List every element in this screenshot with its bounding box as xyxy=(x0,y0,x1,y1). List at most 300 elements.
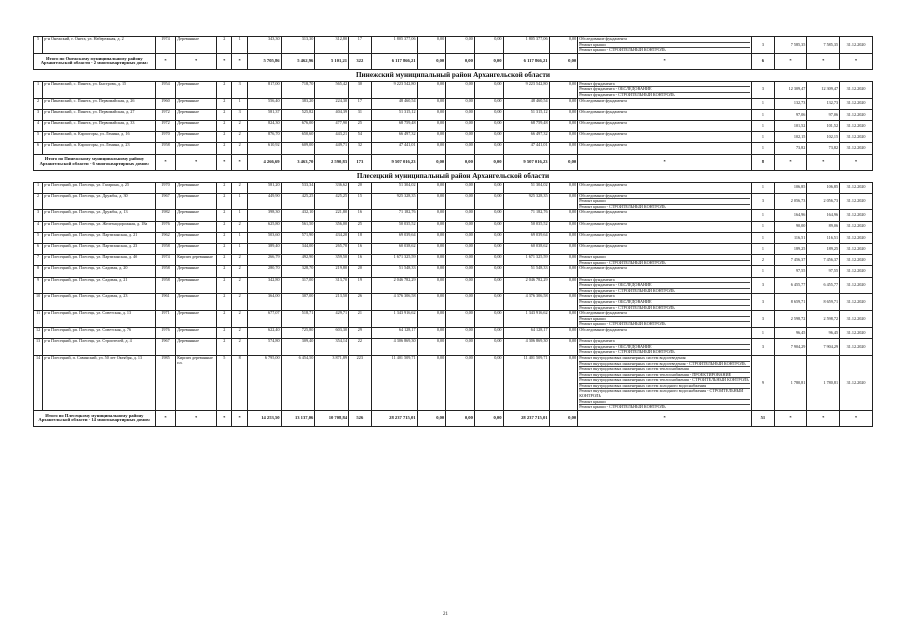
row-number: 6 xyxy=(34,143,43,154)
total-owners: 9 507 016,23 xyxy=(503,154,549,170)
unit-cost: 90,00 xyxy=(774,221,807,232)
wall-material: Деревянные xyxy=(176,193,217,210)
works-list xyxy=(578,210,752,221)
completion-date: 31.12.2020 xyxy=(840,266,873,277)
wall-material: Деревянные xyxy=(176,98,217,109)
row-number: 5 xyxy=(34,232,43,243)
total-area: 280,70 xyxy=(247,266,281,277)
house-row xyxy=(34,244,873,255)
floors: 2 xyxy=(217,339,232,356)
fund-other: 0,00 xyxy=(549,277,578,294)
works-count: 1 xyxy=(752,327,775,338)
completion-date: 31.12.2020 xyxy=(840,244,873,255)
unit-cost: 164,96 xyxy=(774,210,807,221)
repair-cost: 51 304,02 xyxy=(371,182,417,193)
wall-material: Деревянные xyxy=(176,132,217,143)
fund-other: 0,00 xyxy=(549,232,578,243)
work-item: Ремонт фундамента - ОБСЛЕДОВАНИЕ xyxy=(579,300,750,306)
works-list xyxy=(578,311,752,328)
star-mark: * xyxy=(155,53,175,69)
completion-date: 31.12.2020 xyxy=(840,120,873,131)
fund-regional: 0,00 xyxy=(446,81,475,98)
residents: 31 xyxy=(349,109,372,120)
total-area: 2 590,83 xyxy=(315,154,349,170)
living-area: 432,10 xyxy=(281,210,315,221)
total-fund: 0,00 xyxy=(417,53,446,69)
works-list xyxy=(578,109,752,120)
works-list xyxy=(578,143,752,154)
repair-cost: 1 805 377,06 xyxy=(371,37,417,54)
unit-cost: 97,55 xyxy=(774,266,807,277)
unit-cost: 189,25 xyxy=(774,244,807,255)
floors: 5 xyxy=(217,355,232,410)
fund-owners: 4 306 869,30 xyxy=(503,339,549,356)
fund-owners: 2 046 782,29 xyxy=(503,277,549,294)
fund-other: 0,00 xyxy=(549,339,578,356)
fund-regional: 0,00 xyxy=(446,294,475,311)
wall-material: Деревянные xyxy=(176,109,217,120)
fund-federal: 0,00 xyxy=(417,221,446,232)
owned-area: 434,20 xyxy=(315,232,349,243)
total-works-count: 8 xyxy=(752,154,775,170)
works-list xyxy=(578,339,752,356)
living-area: 650,60 xyxy=(281,132,315,143)
fund-federal: 0,00 xyxy=(417,182,446,193)
fund-local: 0,00 xyxy=(474,98,503,109)
living-area: 313,30 xyxy=(281,37,315,54)
owned-area: 312,80 xyxy=(315,37,349,54)
works-list xyxy=(578,255,752,266)
house-address: р-н Пинежский, п. Карпогоры, ул. Ленина, д. 16 xyxy=(43,132,156,143)
work-item: Обследование фундамента xyxy=(579,232,627,237)
completion-date: 31.12.2020 xyxy=(840,193,873,210)
living-area: 344,00 xyxy=(281,244,315,255)
star-mark: * xyxy=(176,53,217,69)
entrances: 2 xyxy=(232,120,247,131)
work-item: Ремонт крыши xyxy=(579,255,750,261)
total-area: 622,40 xyxy=(247,327,281,338)
fund-local: 0,00 xyxy=(474,355,503,410)
living-area: 676,00 xyxy=(281,120,315,131)
fund-federal: 0,00 xyxy=(417,277,446,294)
works-count: 1 xyxy=(752,120,775,131)
fund-other: 0,00 xyxy=(549,182,578,193)
work-item: Обследование фундамента xyxy=(579,265,627,271)
wall-material: Деревянные xyxy=(176,221,217,232)
build-year: 1970 xyxy=(155,132,175,143)
house-row xyxy=(34,327,873,338)
owned-area: 354,14 xyxy=(315,339,349,356)
row-number: 5 xyxy=(34,37,43,54)
residents: 29 xyxy=(349,327,372,338)
house-row xyxy=(34,339,873,356)
completion-date: 31.12.2020 xyxy=(840,37,873,54)
total-area: 503,60 xyxy=(247,232,281,243)
repair-cost: 51 548,33 xyxy=(371,266,417,277)
fund-federal: 0,00 xyxy=(417,355,446,410)
fund-other: 0,00 xyxy=(549,221,578,232)
work-item: Обследование фундамента xyxy=(579,120,627,125)
house-address: р-н Плесецкий, рп. Плесецк, ул. Дружбы, д. 13 xyxy=(43,210,156,221)
fund-federal: 0,00 xyxy=(417,98,446,109)
completion-date: 31.12.2020 xyxy=(840,132,873,143)
house-row xyxy=(34,98,873,109)
work-item: Ремонт крыши xyxy=(579,43,750,49)
entrances: 8 xyxy=(232,355,247,410)
total-residents: 173 xyxy=(349,154,372,170)
house-address: р-н Плесецкий, рп. Плесецк, ул. Советская, д. 76 xyxy=(43,327,156,338)
fund-owners: 64 128,17 xyxy=(503,327,549,338)
fund-federal: 0,00 xyxy=(417,339,446,356)
star-mark: * xyxy=(578,154,752,170)
work-item: Обследование фундамента xyxy=(579,109,627,114)
repair-cost: 51 315,12 xyxy=(371,109,417,120)
living-area: 492,90 xyxy=(281,255,315,266)
work-item: Ремонт крыши - СТРОИТЕЛЬНЫЙ КОНТРОЛЬ xyxy=(579,321,666,327)
build-year: 1982 xyxy=(155,210,175,221)
work-item: Ремонт фундамента xyxy=(579,339,750,345)
fund-owners: 48 460,54 xyxy=(503,98,549,109)
residents: 26 xyxy=(349,294,372,311)
works-list xyxy=(578,327,752,338)
residents: 22 xyxy=(349,339,372,356)
row-number: 2 xyxy=(34,193,43,210)
document-page xyxy=(33,36,873,583)
work-item: Ремонт фундамента xyxy=(579,82,750,88)
fund-local: 0,00 xyxy=(474,182,503,193)
total-works-count: 51 xyxy=(752,410,775,426)
completion-date: 31.12.2020 xyxy=(840,182,873,193)
living-area: 307,00 xyxy=(281,294,315,311)
row-number: 3 xyxy=(34,109,43,120)
living-area: 718,70 xyxy=(281,81,315,98)
total-area: 581,37 xyxy=(247,109,281,120)
build-year: 1958 xyxy=(155,266,175,277)
work-item: Ремонт фундамента - ОБСЛЕДОВАНИЕ xyxy=(579,87,750,93)
max-unit-cost: 132,73 xyxy=(807,98,840,109)
floors: 2 xyxy=(217,81,232,98)
completion-date: 31.12.2020 xyxy=(840,255,873,266)
star-mark: * xyxy=(232,53,247,69)
unit-cost: 96,45 xyxy=(774,327,807,338)
total-fund: 0,00 xyxy=(417,410,446,426)
work-item: Ремонт крыши - СТРОИТЕЛЬНЫЙ КОНТРОЛЬ xyxy=(579,47,666,53)
house-address: р-н Плесецкий, рп. Плесецк, ул. Партизанская, д. 21 xyxy=(43,232,156,243)
total-area: 876,70 xyxy=(247,132,281,143)
owned-area: 603,30 xyxy=(315,327,349,338)
total-area: 581,20 xyxy=(247,182,281,193)
fund-federal: 0,00 xyxy=(417,81,446,98)
fund-regional: 0,00 xyxy=(446,327,475,338)
wall-material: Деревянные xyxy=(176,232,217,243)
fund-local: 0,00 xyxy=(474,132,503,143)
works-list xyxy=(578,81,752,98)
fund-other: 0,00 xyxy=(549,266,578,277)
works-list xyxy=(578,232,752,243)
fund-owners: 1 343 916,62 xyxy=(503,311,549,328)
living-area: 725,80 xyxy=(281,327,315,338)
unit-cost: 8 659,71 xyxy=(774,294,807,311)
fund-other: 0,00 xyxy=(549,37,578,54)
floors: 2 xyxy=(217,327,232,338)
house-address: р-н Плесецкий, рп. Плесецк, ул. Партизанская, д. 4б xyxy=(43,255,156,266)
floors: 2 xyxy=(217,120,232,131)
residents: 25 xyxy=(349,221,372,232)
house-row xyxy=(34,255,873,266)
max-unit-cost: 116,51 xyxy=(807,232,840,243)
floors: 2 xyxy=(217,109,232,120)
owned-area: 429,71 xyxy=(315,311,349,328)
total-area: 817,00 xyxy=(247,81,281,98)
unit-cost: 7 904,29 xyxy=(774,339,807,356)
total-area: 824,30 xyxy=(247,120,281,131)
entrances: 2 xyxy=(232,277,247,294)
fund-local: 0,00 xyxy=(474,193,503,210)
house-address: р-н Плесецкий, рп. Плесецк, ул. Строителей, д. 4 xyxy=(43,339,156,356)
unit-cost: 1 780,81 xyxy=(774,355,807,410)
entrances: 2 xyxy=(232,311,247,328)
fund-other: 0,00 xyxy=(549,355,578,410)
entrances: 1 xyxy=(232,210,247,221)
residents: 21 xyxy=(349,311,372,328)
total-area: 13 137,06 xyxy=(281,410,315,426)
repair-cost: 47 441,01 xyxy=(371,143,417,154)
fund-local: 0,00 xyxy=(474,294,503,311)
star-mark: * xyxy=(578,53,752,69)
work-item: Ремонт внутридомовых инженерных систем холодного водоснабжения xyxy=(579,384,750,390)
house-address: р-н Пинежский, с. Пинега, ул. Первомайская, д. 27 xyxy=(43,109,156,120)
fund-local: 0,00 xyxy=(474,210,503,221)
total-area: 5 101,21 xyxy=(315,53,349,69)
build-year: 1954 xyxy=(155,81,175,98)
total-residents: 526 xyxy=(349,410,372,426)
work-item: Ремонт крыши - СТРОИТЕЛЬНЫЙ КОНТРОЛЬ xyxy=(579,203,666,209)
entrances: 2 xyxy=(232,143,247,154)
owned-area: 404,39 xyxy=(315,109,349,120)
fund-federal: 0,00 xyxy=(417,244,446,255)
living-area: 609,00 xyxy=(281,143,315,154)
fund-local: 0,00 xyxy=(474,311,503,328)
work-item: Обследование фундамента xyxy=(579,221,627,226)
fund-regional: 0,00 xyxy=(446,232,475,243)
section-title: Плесецкий муниципальный район Архангельской области xyxy=(34,170,873,182)
section-header xyxy=(34,170,873,182)
repair-cost: 48 460,54 xyxy=(371,98,417,109)
build-year: 1958 xyxy=(155,143,175,154)
floors: 2 xyxy=(217,244,232,255)
works-list xyxy=(578,132,752,143)
max-unit-cost: 7 585,35 xyxy=(807,37,840,54)
unit-cost: 101,52 xyxy=(774,120,807,131)
fund-regional: 0,00 xyxy=(446,255,475,266)
total-label: Итого по Онежскому муниципальному району Архангельской области - 2 многоквартирных дома: xyxy=(34,53,156,69)
works-count: 1 xyxy=(752,266,775,277)
work-item: Обследование фундамента xyxy=(579,98,627,103)
owned-area: 425,25 xyxy=(315,193,349,210)
repair-cost: 2 046 782,29 xyxy=(371,277,417,294)
entrances: 2 xyxy=(232,339,247,356)
fund-owners: 47 441,01 xyxy=(503,143,549,154)
floors: 2 xyxy=(217,182,232,193)
completion-date: 31.12.2020 xyxy=(840,232,873,243)
house-row xyxy=(34,355,873,410)
build-year: 1960 xyxy=(155,98,175,109)
wall-material: Деревянные xyxy=(176,311,217,328)
floors: 2 xyxy=(217,232,232,243)
works-count: 1 xyxy=(752,182,775,193)
fund-local: 0,00 xyxy=(474,244,503,255)
residents: 16 xyxy=(349,244,372,255)
build-year: 1971 xyxy=(155,311,175,328)
owned-area: 219,80 xyxy=(315,266,349,277)
unit-cost: 12 309,47 xyxy=(774,81,807,98)
fund-federal: 0,00 xyxy=(417,311,446,328)
total-area: 398,30 xyxy=(247,210,281,221)
row-number: 14 xyxy=(34,355,43,410)
max-unit-cost: 12 309,47 xyxy=(807,81,840,98)
house-address: р-н Пинежский, п. Карпогоры, ул. Ленина, д. 23 xyxy=(43,143,156,154)
row-number: 9 xyxy=(34,277,43,294)
district-total-row xyxy=(34,154,873,170)
unit-cost: 132,73 xyxy=(774,98,807,109)
total-fund: 0,00 xyxy=(446,154,475,170)
fund-regional: 0,00 xyxy=(446,143,475,154)
fund-owners: 925 328,35 xyxy=(503,193,549,210)
entrances: 2 xyxy=(232,182,247,193)
work-item: Ремонт крыши - СТРОИТЕЛЬНЫЙ КОНТРОЛЬ xyxy=(579,404,666,410)
work-item: Ремонт внутридомовых инженерных систем теплоснабжения - ПРОЕКТИРОВАНИЕ xyxy=(579,373,750,379)
wall-material: Кирпич деревянные xyxy=(176,255,217,266)
fund-regional: 0,00 xyxy=(446,120,475,131)
house-row xyxy=(34,37,873,54)
work-item: Обследование фундамента xyxy=(579,37,750,43)
entrances: 3 xyxy=(232,81,247,98)
house-row xyxy=(34,311,873,328)
fund-regional: 0,00 xyxy=(446,109,475,120)
fund-owners: 51 548,33 xyxy=(503,266,549,277)
wall-material: Деревянные xyxy=(176,182,217,193)
fund-other: 0,00 xyxy=(549,193,578,210)
repair-cost: 11 401 509,71 xyxy=(371,355,417,410)
capital-repair-table xyxy=(33,36,873,427)
work-item: Ремонт фундамента - СТРОИТЕЛЬНЫЙ КОНТРОЛЬ xyxy=(579,349,675,355)
residents: 17 xyxy=(349,37,372,54)
total-owners: 28 237 715,01 xyxy=(503,410,549,426)
build-year: 1967 xyxy=(155,193,175,210)
fund-owners: 71 182,76 xyxy=(503,210,549,221)
works-count: 1 xyxy=(752,132,775,143)
total-area: 389,40 xyxy=(247,244,281,255)
fund-owners: 69 039,64 xyxy=(503,232,549,243)
work-item: Ремонт фундамента - СТРОИТЕЛЬНЫЙ КОНТРОЛЬ xyxy=(579,287,675,293)
entrances: 1 xyxy=(232,232,247,243)
total-area: 5 705,86 xyxy=(247,53,281,69)
completion-date: 31.12.2020 xyxy=(840,294,873,311)
total-fund: 0,00 xyxy=(549,410,578,426)
floors: 2 xyxy=(217,143,232,154)
build-year: 1961 xyxy=(155,294,175,311)
fund-regional: 0,00 xyxy=(446,98,475,109)
repair-cost: 66 497,32 xyxy=(371,132,417,143)
total-area: 343,30 xyxy=(247,37,281,54)
fund-owners: 9 223 542,80 xyxy=(503,81,549,98)
living-area: 328,70 xyxy=(281,266,315,277)
work-item: Обследование фундамента xyxy=(579,311,750,317)
total-area: 556,40 xyxy=(247,98,281,109)
row-number: 7 xyxy=(34,255,43,266)
fund-local: 0,00 xyxy=(474,327,503,338)
house-row xyxy=(34,109,873,120)
works-list xyxy=(578,277,752,294)
house-address: р-н Плесецкий, рп. Плесецк, ул. Партизанская, д. 23 xyxy=(43,244,156,255)
owned-area: 336,62 xyxy=(315,182,349,193)
total-cost: 9 507 016,23 xyxy=(371,154,417,170)
completion-date: 31.12.2020 xyxy=(840,98,873,109)
house-row xyxy=(34,221,873,232)
page-number: 21 xyxy=(443,612,448,617)
owned-area: 449,71 xyxy=(315,143,349,154)
works-count: 1 xyxy=(752,232,775,243)
owned-area: 213,50 xyxy=(315,294,349,311)
fund-local: 0,00 xyxy=(474,37,503,54)
fund-federal: 0,00 xyxy=(417,120,446,131)
unit-cost: 7 585,35 xyxy=(774,37,807,54)
fund-local: 0,00 xyxy=(474,120,503,131)
residents: 223 xyxy=(349,355,372,410)
entrances: 2 xyxy=(232,132,247,143)
fund-regional: 0,00 xyxy=(446,277,475,294)
row-number: 4 xyxy=(34,221,43,232)
works-count: 1 xyxy=(752,143,775,154)
living-area: 533,34 xyxy=(281,182,315,193)
works-count: 1 xyxy=(752,109,775,120)
house-row xyxy=(34,266,873,277)
residents: 17 xyxy=(349,98,372,109)
total-owners: 6 117 866,21 xyxy=(503,53,549,69)
build-year: 1962 xyxy=(155,232,175,243)
total-label: Итого по Плесецкому муниципальному району Архангельской области - 14 многоквартирных домов: xyxy=(34,410,156,426)
owned-area: 565,42 xyxy=(315,81,349,98)
row-number: 5 xyxy=(34,132,43,143)
max-unit-cost: 73,82 xyxy=(807,143,840,154)
works-count: 3 xyxy=(752,339,775,356)
residents: 16 xyxy=(349,210,372,221)
fund-regional: 0,00 xyxy=(446,339,475,356)
house-address: р-н Плесецкий, рп. Плесецк, ул. Садовая, д. 21 xyxy=(43,277,156,294)
work-item: Обследование фундамента xyxy=(579,327,627,332)
fund-regional: 0,00 xyxy=(446,311,475,328)
floors: 2 xyxy=(217,311,232,328)
living-area: 518,71 xyxy=(281,311,315,328)
total-area: 3 463,70 xyxy=(281,154,315,170)
repair-cost: 1 343 916,62 xyxy=(371,311,417,328)
star-mark: * xyxy=(232,154,247,170)
repair-cost: 71 182,76 xyxy=(371,210,417,221)
fund-owners: 51 304,02 xyxy=(503,182,549,193)
star-mark: * xyxy=(774,53,807,69)
star-mark: * xyxy=(807,53,840,69)
build-year: 1976 xyxy=(155,221,175,232)
fund-other: 0,00 xyxy=(549,132,578,143)
max-unit-cost: 101,52 xyxy=(807,120,840,131)
total-fund: 0,00 xyxy=(417,154,446,170)
fund-local: 0,00 xyxy=(474,81,503,98)
work-item: Ремонт крыши xyxy=(579,317,750,323)
floors: 2 xyxy=(217,294,232,311)
build-year: 1974 xyxy=(155,255,175,266)
house-address: р-н Плесецкий, рп. Плесецк, ул. Гагарина, д. 25 xyxy=(43,182,156,193)
fund-other: 0,00 xyxy=(549,98,578,109)
